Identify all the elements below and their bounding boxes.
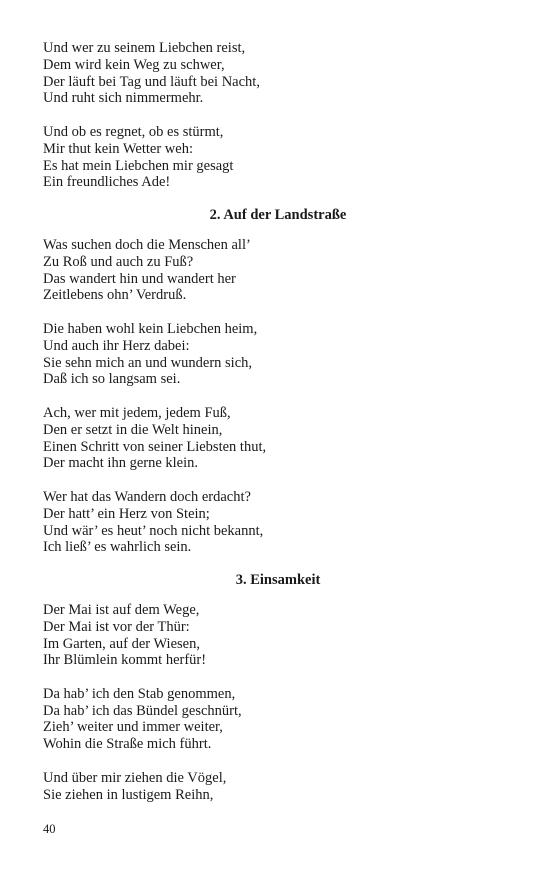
poem-line: Da hab’ ich den Stab genommen, [43, 685, 236, 702]
poem-line: Mir thut kein Wetter weh: [43, 140, 193, 157]
stanza [43, 40, 513, 107]
poem-line: Einen Schritt von seiner Liebsten thut, [43, 438, 267, 455]
poem-line: Der läuft bei Tag und läuft bei Nacht, [43, 73, 260, 90]
poem-line: Den er setzt in die Welt hinein, [43, 421, 223, 438]
page-body [43, 40, 513, 803]
poem-line: Und ob es regnet, ob es stürmt, [43, 123, 224, 140]
stanza [43, 124, 513, 191]
poem-line: Und wär’ es heut’ noch nicht bekannt, [43, 522, 264, 539]
stanza [43, 237, 513, 304]
poem-line: Und wer zu seinem Liebchen reist, [43, 40, 246, 56]
poem-line: Und ruht sich nimmermehr. [43, 90, 204, 107]
poem-line: Das wandert hin und wandert her [43, 270, 236, 287]
poem-line: Wohin die Straße mich führt. [43, 736, 212, 753]
poem-line: Der macht ihn gerne klein. [43, 455, 199, 472]
section-heading: 2. Auf der Landstraße [209, 207, 347, 224]
poem-line: Ach, wer mit jedem, jedem Fuß, [43, 404, 231, 421]
poem-line: Es hat mein Liebchen mir gesagt [43, 157, 234, 174]
poem-line: Ihr Blümlein kommt herfür! [43, 652, 207, 669]
section-heading: 3. Einsamkeit [235, 572, 321, 589]
stanza [43, 489, 513, 556]
poem-line: Zeitlebens ohn’ Verdruß. [43, 287, 187, 304]
poem-line: Im Garten, auf der Wiesen, [43, 635, 200, 652]
stanza [43, 770, 513, 804]
poem-line: Dem wird kein Weg zu schwer, [43, 56, 225, 73]
stanza [43, 686, 513, 753]
poem-line: Der Mai ist vor der Thür: [43, 618, 190, 635]
poem-line: Sie ziehen in lustigem Reihn, [43, 786, 214, 803]
poem-line: Wer hat das Wandern doch erdacht? [43, 488, 251, 505]
poem-line: Sie sehn mich an und wundern sich, [43, 354, 253, 371]
stanza [43, 602, 513, 669]
stanza [43, 321, 513, 388]
poem-line: Ich ließ’ es wahrlich sein. [43, 539, 192, 556]
poem-line: Die haben wohl kein Liebchen heim, [43, 320, 258, 337]
poem-line: Daß ich so langsam sei. [43, 371, 181, 388]
page-number: 40 [43, 822, 56, 836]
poem-line: Ein freundliches Ade! [43, 174, 171, 191]
poem-line: Der hatt’ ein Herz von Stein; [43, 505, 210, 522]
poem-line: Und auch ihr Herz dabei: [43, 337, 190, 354]
poem-line: Zu Roß und auch zu Fuß? [43, 253, 194, 270]
poem-line: Zieh’ weiter und immer weiter, [43, 719, 223, 736]
poem-line: Der Mai ist auf dem Wege, [43, 601, 200, 618]
poem-line: Was suchen doch die Menschen all’ [43, 236, 251, 253]
stanza [43, 405, 513, 472]
poem-line: Da hab’ ich das Bündel geschnürt, [43, 702, 242, 719]
poem-line: Und über mir ziehen die Vögel, [43, 769, 227, 786]
